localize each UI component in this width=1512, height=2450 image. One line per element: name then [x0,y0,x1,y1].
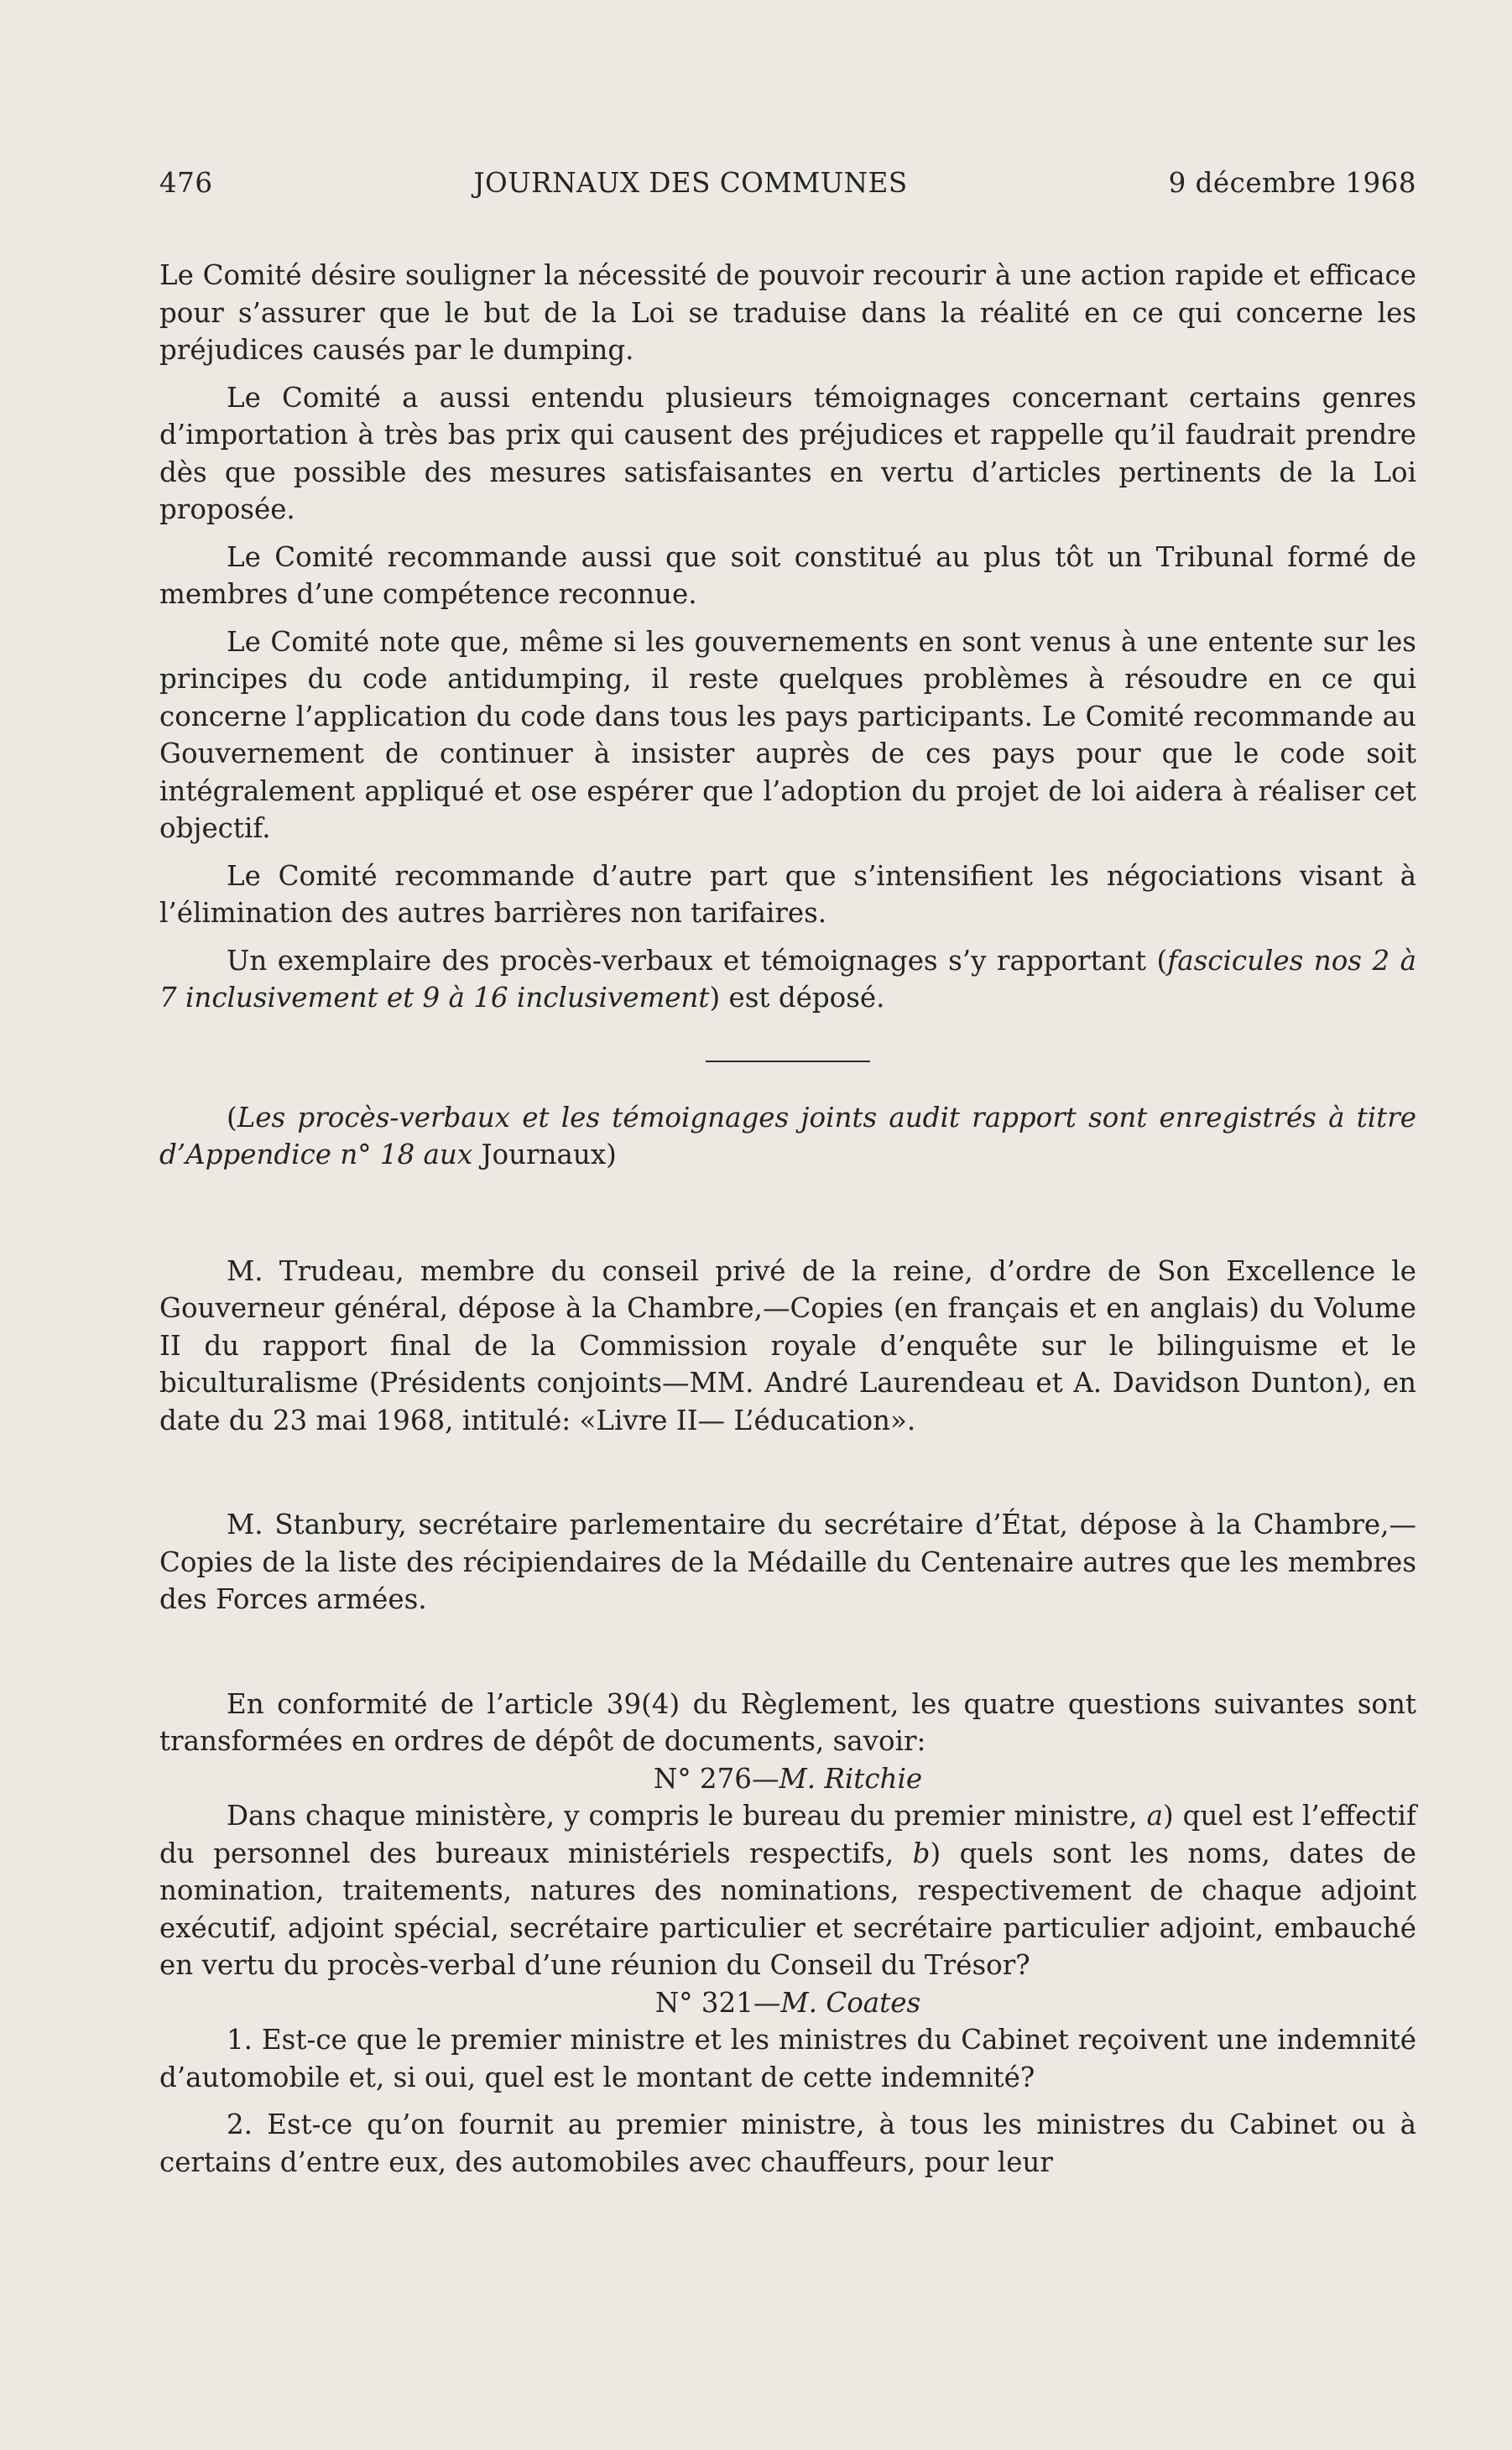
appendix-journaux: Journaux) [472,1139,617,1170]
section-divider [706,1061,870,1062]
question-321-item-2: 2. Est-ce qu’on fournit au premier ministre, à tous les ministres du Cabinet ou à certains d’entre eux, des automobiles avec chauffeurs, pour leur [159,2109,1416,2178]
paragraph-testimonies: Le Comité a aussi entendu plusieurs témoignages concernant certains genres d’importation à très bas prix qui causent des préjudices et rappelle qu’il faudrait prendre dès que possible des mesures satisfaisantes en vertu d’articles pertinents de la Loi proposée. [159,381,1416,525]
page-date: 9 décembre 1968 [1168,167,1416,199]
paragraph-non-tariff-barriers: Le Comité recommande d’autre part que s’intensifient les négociations visant à l’élimination des autres barrières non tarifaires. [159,859,1416,929]
question-276-author: M. Ritchie [779,1762,923,1795]
page-header [159,164,1416,201]
question-321-number: N° 321— [654,1986,781,2019]
paragraph-copy-deposited [159,942,1416,1017]
question-276-text [159,1797,1416,1984]
question-276-marker-b: b [912,1837,931,1869]
question-276-number: N° 276— [653,1762,779,1795]
appendix-note [159,1099,1416,1174]
copy-deposited-end: ) est déposé. [709,982,885,1014]
journal-title: JOURNAUX DES COMMUNES [473,167,908,199]
appendix-paren: ( [227,1101,237,1134]
question-276-heading [159,1760,1416,1798]
question-276-text-c: ) quels sont les noms, dates de nomination, traitements, natures des nominations, respectivement de chaque adjoint exécutif, adjoint spécial, secrétaire particulier et secrétaire particulier adjoint, embauché en vertu du procès-verbal d’une réunion du Conseil du Trésor? [159,1837,1416,1981]
fascicules-reference: fascicules nos 2 à 7 inclusivement et 9 à 16 inclusivement [159,944,1417,1014]
question-321-heading [159,1984,1416,2022]
paragraph-tribunal: Le Comité recommande aussi que soit constitué au plus tôt un Tribunal formé de membres d’une compétence reconnue. [159,540,1416,610]
question-276-text-a: Dans chaque ministère, y compris le bureau du premier ministre, [227,1800,1147,1832]
copy-deposited-start: Un exemplaire des procès-verbaux et témoignages s’y rapportant ( [227,944,1168,977]
paragraph-antidumping-code: Le Comité note que, même si les gouvernements en sont venus à une entente sur les principes du code antidumping, il reste quelques problèmes à résoudre en ce qui concerne l’application du code dans tous les pays participants. Le Comité recommande au Gouvernement de continuer à insister auprès de ces pays pour que le code soit intégralement appliqué et ose espérer que l’adoption du projet de loi aidera à réaliser cet objectif. [159,625,1416,844]
page-number: 476 [159,167,213,199]
paragraph-trudeau: M. Trudeau, membre du conseil privé de la reine, d’ordre de Son Excellence le Gouverneur général, dépose à la Chambre,—Copies (en français et en anglais) du Volume II du rapport final de la Commission royale d’enquête sur le bilinguisme et le biculturalisme (Présidents conjoints—MM. André Laurendeau et A. Davidson Dunton), en date du 23 mai 1968, intitulé: «Livre II— L’éducation». [159,1254,1416,1436]
paragraph-rapid-action: Le Comité désire souligner la nécessité de pouvoir recourir à une action rapide et efficace pour s’assurer que le but de la Loi se traduise dans la réalité en ce qui concerne les préjudices causés par le dumping. [159,259,1416,366]
question-276-text-b: ) quel est l’effectif du personnel des bureaux ministériels respectifs, [159,1800,1416,1869]
question-321-item-1: 1. Est-ce que le premier ministre et les ministres du Cabinet reçoivent une indemnité d’automobile et, si oui, quel est le montant de cette indemnité? [159,2024,1416,2093]
question-321-author: M. Coates [780,1986,921,2019]
paragraph-conformity: En conformité de l’article 39(4) du Règlement, les quatre questions suivantes sont transformées en ordres de dépôt de documents, savoir: [159,1687,1416,1757]
paragraph-stanbury: M. Stanbury, secrétaire parlementaire du secrétaire d’État, dépose à la Chambre,—Copies de la liste des récipiendaires de la Médaille du Centenaire autres que les membres des Forces armées. [159,1509,1416,1615]
question-276-marker-a: a [1146,1800,1163,1832]
appendix-italic: Les procès-verbaux et les témoignages joints audit rapport sont enregistrés à titre d’Appendice n° 18 aux [159,1101,1416,1170]
